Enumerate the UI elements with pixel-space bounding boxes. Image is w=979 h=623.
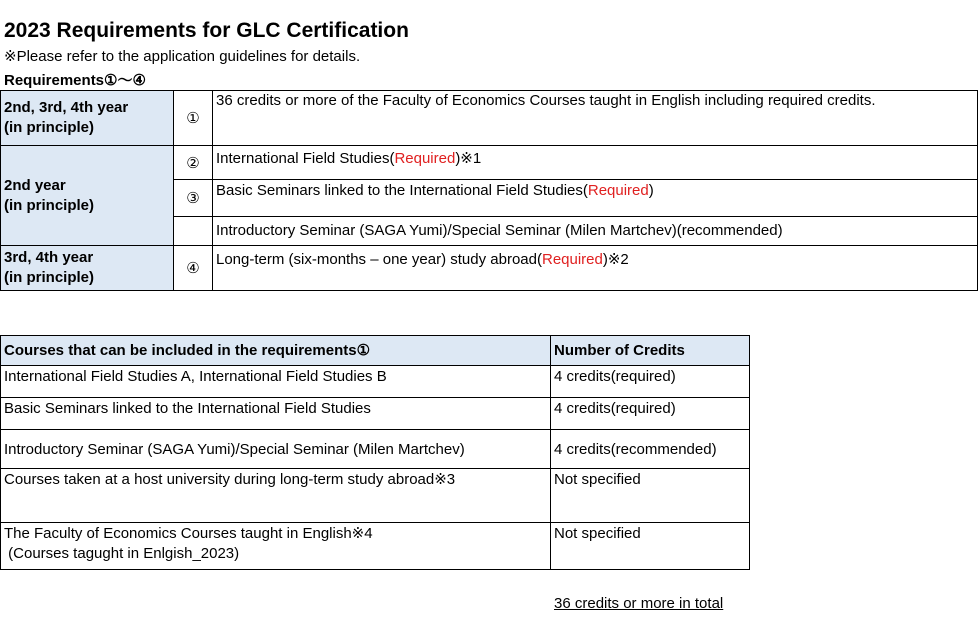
table-row	[1, 430, 750, 469]
requirements-label: Requirements①～④	[4, 72, 146, 89]
table-row	[1, 398, 750, 430]
year-label: 2nd year (in principle)	[4, 176, 94, 214]
credits-cell: 4 credits(required)	[551, 366, 750, 398]
table-row	[1, 469, 750, 523]
page-title: 2023 Requirements for GLC Certification	[4, 19, 409, 42]
requirement-text	[213, 180, 978, 217]
course-cell	[1, 523, 551, 570]
requirement-text	[213, 246, 978, 291]
requirement-text: 36 credits or more of the Faculty of Economics Courses taught in English including required credits.	[213, 91, 978, 146]
year-label: 3rd, 4th year (in principle)	[4, 249, 94, 286]
requirement-text-before: Basic Seminars linked to the International Field Studies(	[216, 182, 588, 199]
requirement-number: ①	[174, 91, 213, 146]
courses-table	[0, 335, 750, 570]
course-cell: Courses taken at a host university during long-term study abroad※3	[1, 469, 551, 523]
required-tag: Required	[541, 251, 603, 268]
table-row	[1, 246, 978, 291]
header-credits: Number of Credits	[551, 336, 750, 366]
course-cell: Introductory Seminar (SAGA Yumi)/Special Seminar (Milen Martchev)	[1, 430, 551, 469]
requirement-number: ②	[174, 146, 213, 180]
requirement-text: Introductory Seminar (SAGA Yumi)/Special Seminar (Milen Martchev)(recommended)	[213, 217, 978, 246]
year-cell	[1, 91, 174, 146]
year-cell	[1, 246, 174, 291]
guidelines-note: ※Please refer to the application guidelines for details.	[4, 48, 361, 65]
credits-cell: 4 credits(recommended)	[551, 430, 750, 469]
requirement-number	[174, 217, 213, 246]
course-cell: International Field Studies A, International Field Studies B	[1, 366, 551, 398]
credits-cell: 4 credits(required)	[551, 398, 750, 430]
table-row	[1, 366, 750, 398]
table-header-row	[1, 336, 750, 366]
credits-cell: Not specified	[551, 469, 750, 523]
required-tag: Required	[587, 182, 649, 199]
credits-cell: Not specified	[551, 523, 750, 570]
required-tag: Required	[394, 150, 456, 167]
requirements-table	[0, 90, 978, 291]
table-row	[1, 91, 978, 146]
credits-total: 36 credits or more in total	[554, 595, 724, 612]
year-label: 2nd, 3rd, 4th year (in principle)	[4, 99, 129, 136]
course-subtitle: (Courses tagught in Enlgish_2023)	[4, 545, 240, 562]
requirement-text-after: )※2	[602, 251, 629, 268]
table-row	[1, 146, 978, 180]
course-cell: Basic Seminars linked to the International Field Studies	[1, 398, 551, 430]
requirement-number: ③	[174, 180, 213, 217]
year-cell	[1, 146, 174, 246]
requirement-text-before: Long-term (six-months – one year) study abroad(	[216, 251, 542, 268]
header-course: Courses that can be included in the requirements①	[1, 336, 551, 366]
requirement-text	[213, 146, 978, 180]
requirement-text-before: International Field Studies(	[216, 150, 395, 167]
table-row	[1, 523, 750, 570]
course-name: The Faculty of Economics Courses taught in English※4	[4, 525, 373, 542]
requirement-number: ④	[174, 246, 213, 291]
requirement-text-after: )	[648, 182, 654, 199]
requirement-text-after: )※1	[455, 150, 482, 167]
